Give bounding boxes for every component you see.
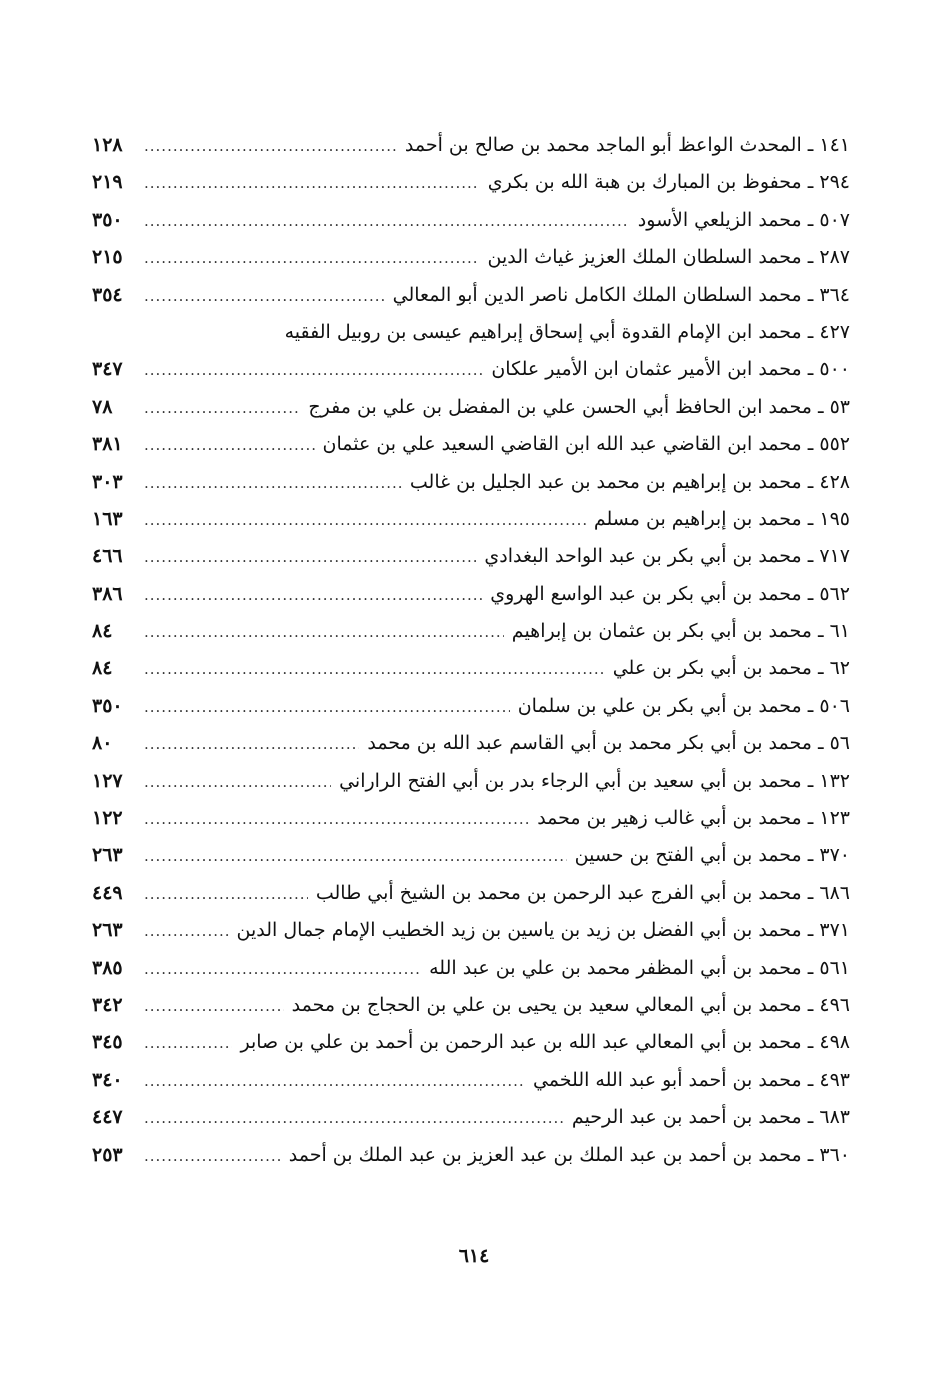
entry-title: ٥٥٢ ـ محمد ابن القاضي عبد الله ابن القاضي السعيد علي بن عثمان [322,433,850,456]
entry-title: ٥٠٠ ـ محمد ابن الأمير عثمان ابن الأمير علكان [491,358,850,381]
entry-title: ٥٦١ ـ محمد بن أبي المظفر محمد بن علي بن عبد الله [429,956,850,979]
index-entry [92,725,850,762]
index-entry [92,875,850,912]
entry-page-number: ٨٠ [92,732,113,755]
dot-leader [144,838,567,875]
entry-title: ٤٢٨ ـ محمد بن إبراهيم بن محمد بن عبد الجليل بن غالب [409,470,850,493]
index-entry [92,1062,850,1099]
dot-leader [144,352,483,389]
entry-page-number: ٣٠٣ [92,470,123,493]
entry-title: ٣٦٠ ـ محمد بن أحمد بن عبد الملك بن عبد العزيز بن عبد الملك بن أحمد [288,1143,850,1166]
index-entry [92,987,850,1024]
dot-leader [144,577,482,614]
index-entry [92,912,850,949]
entry-page-number: ٢١٩ [92,171,123,194]
index-entry [92,127,850,164]
index-entry [92,613,850,650]
entry-title: ٤٢٧ ـ محمد ابن الإمام القدوة أبي إسحاق إبراهيم عيسى بن روبيل الفقيه [284,320,850,343]
index-entry [92,1024,850,1061]
index-entry [92,239,850,276]
entry-title: ١٤١ ـ المحدث الواعظ أبو الماجد محمد بن صالح بن أحمد [404,134,850,156]
entry-title: ٣٦٤ ـ محمد السلطان الملك الكامل ناصر الدين أبو المعالي [392,283,850,306]
entry-title: ٥٠٧ ـ محمد الزيلعي الأسود [637,208,850,231]
index-entry [92,314,850,351]
entry-page-number: ٣٤٠ [92,1068,123,1091]
entry-page-number: ١٢٧ [92,769,123,792]
index-entry [92,688,850,725]
index-entry [92,1099,850,1136]
index-entry [92,837,850,874]
index-entry [92,501,850,538]
dot-leader [144,689,510,726]
index-list [92,127,850,1174]
entry-title: ٤٩٣ ـ محمد بن أحمد أبو عبد الله اللخمي [532,1068,850,1091]
dot-leader [144,240,480,277]
entry-page-number: ٤٤٧ [92,1106,123,1129]
entry-title: ٦٨٦ ـ محمد بن أبي الفرج عبد الرحمن بن محمد بن الشيخ أبي طالب [315,881,850,904]
dot-leader [144,614,504,651]
dot-leader [144,278,385,315]
entry-page-number: ١٦٣ [92,507,123,530]
dot-leader [144,465,402,502]
dot-leader [144,390,300,427]
dot-leader [144,988,284,1025]
dot-leader [144,1138,281,1175]
entry-page-number: ٣٨٦ [92,582,123,605]
dot-leader [144,726,359,763]
entry-title: ١٩٥ ـ محمد بن إبراهيم بن مسلم [593,507,850,530]
entry-title: ٢٩٤ ـ محفوظ بن المبارك بن هبة الله بن بكري [487,171,850,194]
dot-leader [144,427,315,464]
page-number: ٦١٤ [458,1245,490,1267]
entry-page-number: ٤٦٦ [92,545,123,568]
entry-title: ٥٦٢ ـ محمد بن أبي بكر بن عبد الواسع الهروي [490,582,850,605]
dot-leader [144,764,331,801]
index-entry [92,389,850,426]
index-entry [92,277,850,314]
entry-title: ٥٣ ـ محمد ابن الحافظ أبي الحسن علي بن المفضل بن علي بن مفرج [308,395,850,418]
dot-leader [144,128,397,165]
entry-title: ٦٨٣ ـ محمد بن أحمد بن عبد الرحيم [571,1106,850,1129]
entry-title: ٦٢ ـ محمد بن أبي بكر بن علي [612,657,850,680]
dot-leader [144,951,421,988]
entry-page-number: ٢٦٣ [92,919,123,942]
dot-leader [144,876,308,913]
index-entry [92,1137,850,1174]
entry-page-number: ٨٤ [92,620,113,643]
index-entry [92,800,850,837]
index-entry [92,650,850,687]
dot-leader [144,539,476,576]
entry-title: ٧١٧ ـ محمد بن أبي بكر بن عبد الواحد البغدادي [484,545,850,568]
dot-leader [144,502,586,539]
entry-page-number: ٣٥٠ [92,694,123,717]
entry-page-number: ٣٨١ [92,433,123,456]
index-entry [92,164,850,201]
entry-page-number: ٣٤٧ [92,358,123,381]
entry-page-number: ١٢٢ [92,807,123,830]
entry-title: ٦١ ـ محمد بن أبي بكر بن عثمان بن إبراهيم [511,620,850,643]
entry-title: ٢٨٧ ـ محمد السلطان الملك العزيز غياث الدين [487,246,850,269]
dot-leader [144,203,630,240]
index-entry [92,950,850,987]
entry-title: ١٢٣ ـ محمد بن أبي غالب زهير بن محمد [537,807,850,830]
index-entry [92,351,850,388]
dot-leader [144,1100,564,1137]
entry-page-number: ٢١٥ [92,246,123,269]
entry-page-number: ١٢٨ [92,134,123,156]
entry-page-number: ٢٥٣ [92,1143,123,1166]
index-entry [92,576,850,613]
index-entry [92,202,850,239]
index-entry [92,426,850,463]
entry-page-number: ٧٨ [92,395,113,418]
dot-leader [144,1063,525,1100]
dot-leader [144,1025,232,1062]
dot-leader [144,913,229,950]
index-entry [92,538,850,575]
entry-title: ٣٧١ ـ محمد بن أبي الفضل بن زيد بن ياسين بن زيد الخطيب الإمام جمال الدين [236,919,850,942]
entry-title: ٥٦ ـ محمد بن أبي بكر محمد بن أبي القاسم عبد الله بن محمد [367,732,850,755]
entry-page-number: ٣٥٤ [92,283,123,306]
dot-leader [144,801,529,838]
entry-title: ٣٧٠ ـ محمد بن أبي الفتح بن حسين [574,844,850,867]
entry-title: ١٣٢ ـ محمد بن أبي سعيد بن أبي الرجاء بدر بن أبي الفتح الراراني [339,769,850,792]
entry-page-number: ٨٤ [92,657,113,680]
entry-page-number: ٣٤٥ [92,1031,123,1054]
dot-leader [144,165,480,202]
dot-leader [144,651,605,688]
entry-page-number: ٣٨٥ [92,956,123,979]
entry-title: ٤٩٦ ـ محمد بن أبي المعالي سعيد بن يحيى بن علي بن الحجاج بن محمد [291,993,850,1016]
index-entry [92,763,850,800]
entry-title: ٥٠٦ ـ محمد بن أبي بكر بن علي بن سلمان [517,694,850,717]
entry-page-number: ٢٦٣ [92,844,123,867]
entry-title: ٤٩٨ ـ محمد بن أبي المعالي عبد الله بن عبد الرحمن بن أحمد بن علي بن صابر [240,1031,850,1054]
entry-page-number: ٣٤٢ [92,993,123,1016]
index-entry [92,464,850,501]
entry-page-number: ٣٥٠ [92,208,123,231]
entry-page-number: ٤٤٩ [92,881,123,904]
